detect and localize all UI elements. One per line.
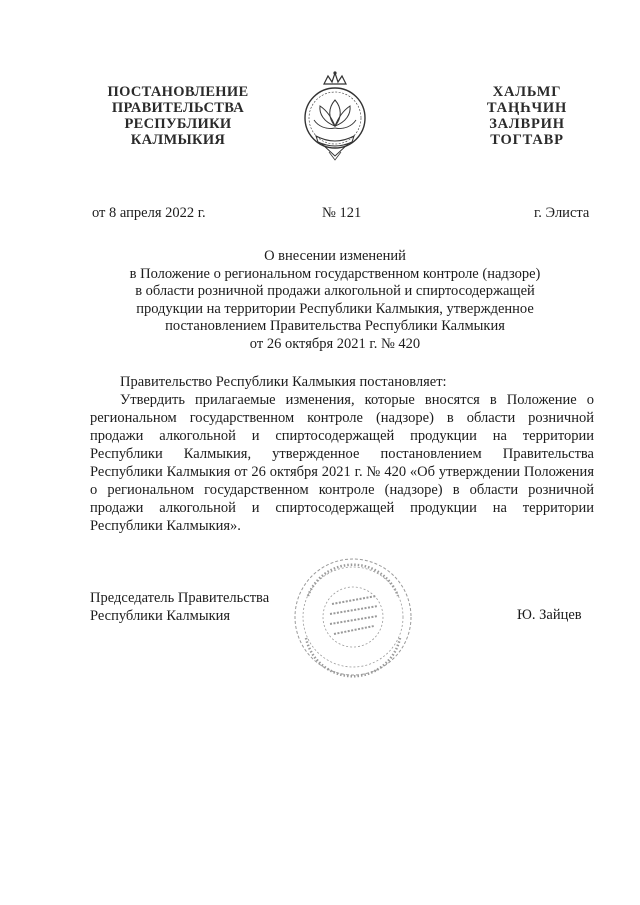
official-stamp-icon — [292, 556, 414, 678]
title-line: в области розничной продажи алкогольной и спиртосодержащей — [135, 283, 535, 299]
header-left-line: ПРАВИТЕЛЬСТВА — [111, 100, 245, 116]
header-right-line: ТОГТАВР — [490, 132, 564, 148]
body-intro: Правительство Республики Калмыкия постановляет: — [120, 374, 447, 390]
signer-title-line: Председатель Правительства — [90, 590, 270, 606]
header-right-line: ЗАЛВРИН — [489, 116, 565, 132]
header-left-line: КАЛМЫКИЯ — [130, 132, 226, 148]
coat-of-arms-icon — [302, 70, 368, 162]
title-line: О внесении изменений — [264, 248, 406, 264]
document-city: г. Элиста — [534, 205, 590, 221]
signer-title-line: Республики Калмыкия — [90, 608, 231, 624]
document-date: от 8 апреля 2022 г. — [92, 205, 206, 221]
document-number: № 121 — [322, 205, 362, 221]
document-title — [100, 248, 570, 353]
header-right-line: ХАЛЬМГ — [492, 84, 562, 100]
title-line: от 26 октября 2021 г. № 420 — [249, 335, 421, 352]
header-left-line: РЕСПУБЛИКИ — [124, 116, 232, 132]
body-text: Утвердить прилагаемые изменения, которые вносятся в Положение о региональном государственном контроле (надзоре) в области розничной продажи алкогольной и спиртосодержащей продукции на территории Республики Калмыкия, утвержденное постановлением Правительства Республики Калмыкия от 26 октября 2021 г. № 420 «Об утверждении Положения о региональном государственном контроле (надзоре) в области розничной продажи алкогольной и спиртосодержащей продукции на территории Республики Калмыкия». — [90, 392, 594, 534]
title-line: продукции на территории Республики Калмыкия, утвержденное — [136, 300, 534, 317]
title-line: в Положение о региональном государственном контроле (надзоре) — [129, 265, 541, 282]
signer-name: Ю. Зайцев — [517, 607, 582, 623]
document-body — [90, 373, 594, 535]
header-left-line: ПОСТАНОВЛЕНИЕ — [107, 84, 249, 100]
header-left-block — [88, 84, 268, 148]
header-right-line: ТАҢҺЧИН — [486, 100, 568, 116]
title-line: постановлением Правительства Республики Калмыкия — [165, 318, 505, 334]
header-right-block — [452, 84, 602, 148]
signer-title — [90, 589, 269, 625]
